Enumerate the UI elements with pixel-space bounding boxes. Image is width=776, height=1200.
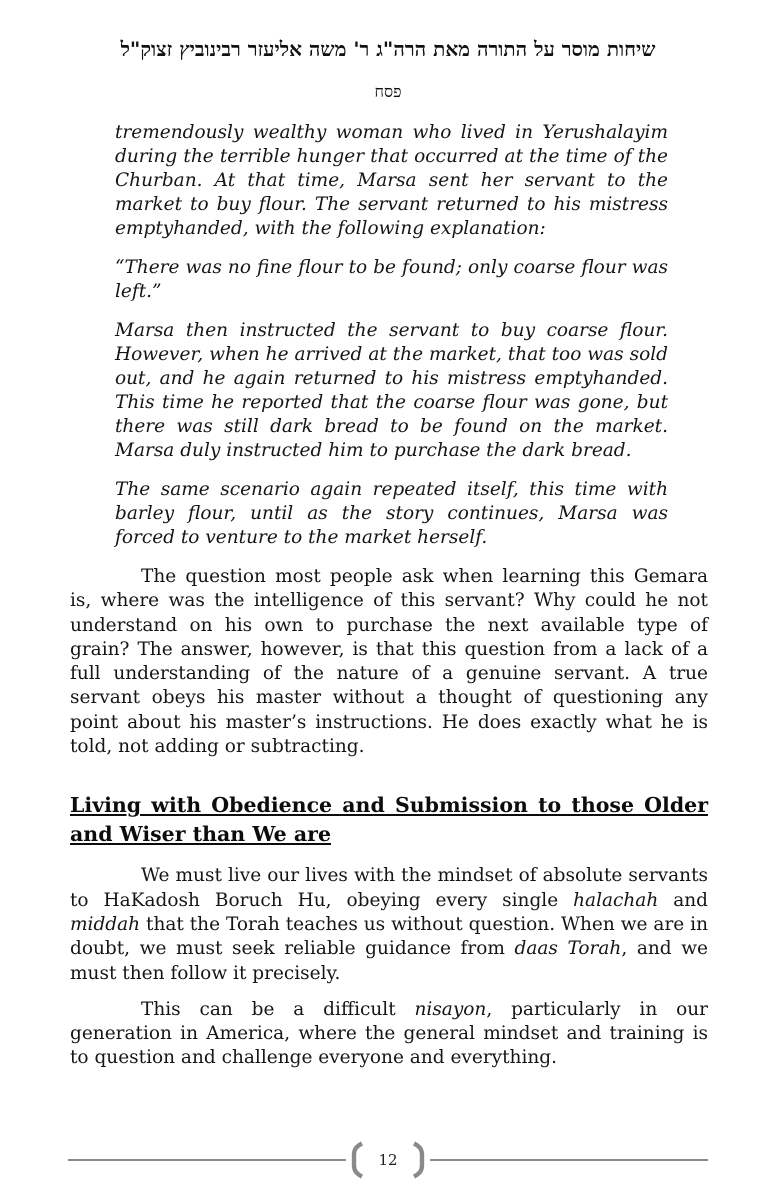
body-paragraph: The question most people ask when learning this Gemara is, where was the intelligence of this servant? Why could he not understand on his own to purchase the next available type of grain? The answer, however, is that this question from a lack of a full understanding of the nature of a genuine servant. A true servant obeys his master without a thought of questioning any point about his master’s instructions. He does exactly what he is told, not adding or subtracting. — [70, 566, 708, 758]
story-quote: “There was no fine flour to be found; only coarse flour was left.” — [115, 257, 668, 302]
footer-rule-right — [430, 1159, 708, 1161]
story-paragraph: tremendously wealthy woman who lived in Yerushalayim during the terrible hunger that occurred at the time of the Churban. At that time, Marsa sent her servant to the market to buy flour. The servant returned to his mistress emptyhanded, with the following explanation: — [115, 122, 668, 239]
body-content — [70, 565, 708, 1071]
hebrew-section-title: פסח — [374, 82, 402, 101]
page-footer — [68, 1141, 708, 1179]
story-paragraph: The same scenario again repeated itself, this time with barley flour, until as the story continues, Marsa was forced to venture to the market herself. — [115, 479, 668, 548]
body-paragraph: This can be a difficult nisayon, particularly in our generation in America, where the general mindset and training is to question and challenge everyone and everything. — [70, 998, 708, 1069]
left-bracket-ornament-icon — [349, 1141, 363, 1179]
footer-rule-left — [68, 1159, 346, 1161]
section-heading: Living with Obedience and Submission to those Older and Wiser than We are — [70, 793, 708, 847]
page-number: 12 — [378, 1151, 398, 1169]
hebrew-header: שיחות מוסר על התורה מאת הרה"ג ר' משה אליעזר רבינוביץ זצוק"ל — [120, 37, 656, 61]
story-excerpt-block — [115, 121, 668, 550]
right-bracket-ornament-icon — [413, 1141, 427, 1179]
body-paragraph: We must live our lives with the mindset of absolute servants to HaKadosh Boruch Hu, obeying every single halachah and middah that the Torah teaches us without question. When we are in doubt, we must seek reliable guidance from daas Torah, and we must then follow it precisely. — [70, 865, 708, 984]
story-paragraph: Marsa then instructed the servant to buy coarse flour. However, when he arrived at the market, that too was sold out, and he again returned to his mistress emptyhanded. This time he reported that the coarse flour was gone, but there was still dark bread to be found on the market. Marsa duly instructed him to purchase the dark bread. — [115, 320, 668, 461]
